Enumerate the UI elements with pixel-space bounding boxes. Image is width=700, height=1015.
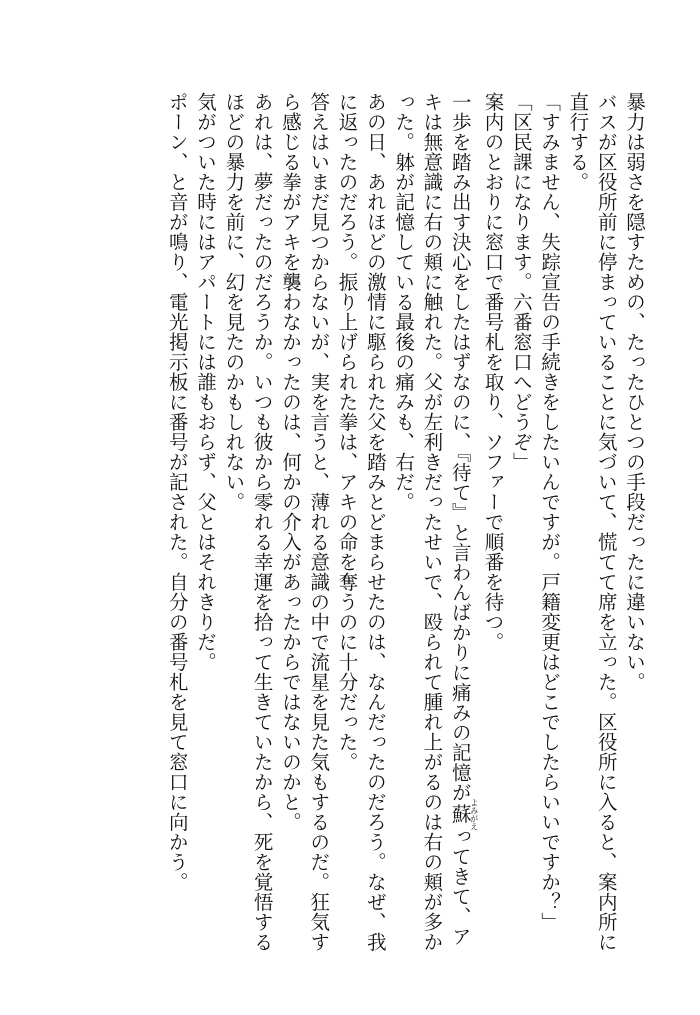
ruby-reading: よみがえ [469, 798, 479, 831]
paragraph-6-after: ってきて、アキは無意識に右の頬に触れた。父が左利きだったせいで、殴られて腫れ上がるのは右の頬が多かった。躰が記憶している最後の痛みも、右だ。 [392, 92, 472, 952]
paragraph-8: 答えはいまだ見つからないが、実を言うと、薄れる意識の中で流星を見た気もするのだ。狂気すら感じる拳がアキを襲わなかったのは、何かの介入があったからではないのかと。 [278, 92, 331, 952]
paragraph-4: 「区民課になります。六番窓口へどうぞ」 [509, 92, 533, 472]
ruby-base: 蘇 [448, 798, 472, 831]
paragraph-5: 案内のとおりに窓口で番号札を取り、ソファーで順番を待つ。 [481, 92, 505, 652]
paragraph-2: バスが区役所前に停まっていることに気づいて、慌てて席を立った。区役所に入ると、案内所に直行する。 [566, 92, 618, 952]
paragraph-6-before: 一歩を踏み出す決心をしたはずなのに、『待て』と言わんばかりに痛みの記憶が [448, 92, 472, 803]
vertical-text-body [162, 92, 648, 952]
paragraph-9: あれは、夢だったのだろうか。いつも彼から零れる幸運を拾って生きていたから、死を覚悟するほどの暴力を前に、幻を見たのかもしれない。 [222, 92, 274, 952]
paragraph-3: 「すみません、失踪宣告の手続きをしたいんですが。戸籍変更はどこでしたらいいですか？」 [538, 92, 562, 932]
ruby-yomigae [448, 798, 479, 831]
paragraph-11: ポーン、と音が鳴り、電光掲示板に番号が記された。自分の番号札を見て窓口に向かう。 [165, 92, 189, 892]
paragraph-1: 暴力は弱さを隠すための、たったひとつの手段だったに違いない。 [623, 92, 646, 692]
paragraph-7: あの日、あれほどの激情に駆られた父を踏みとどまらせたのは、なんだったのだろう。なぜ、我に返ったのだろう。振り上げられた拳は、アキの命を奪うのに十分だった。 [335, 92, 387, 952]
paragraph-6 [389, 92, 478, 952]
paragraph-10: 気がついた時にはアパートには誰もおらず、父とはそれきりだ。 [194, 92, 218, 672]
